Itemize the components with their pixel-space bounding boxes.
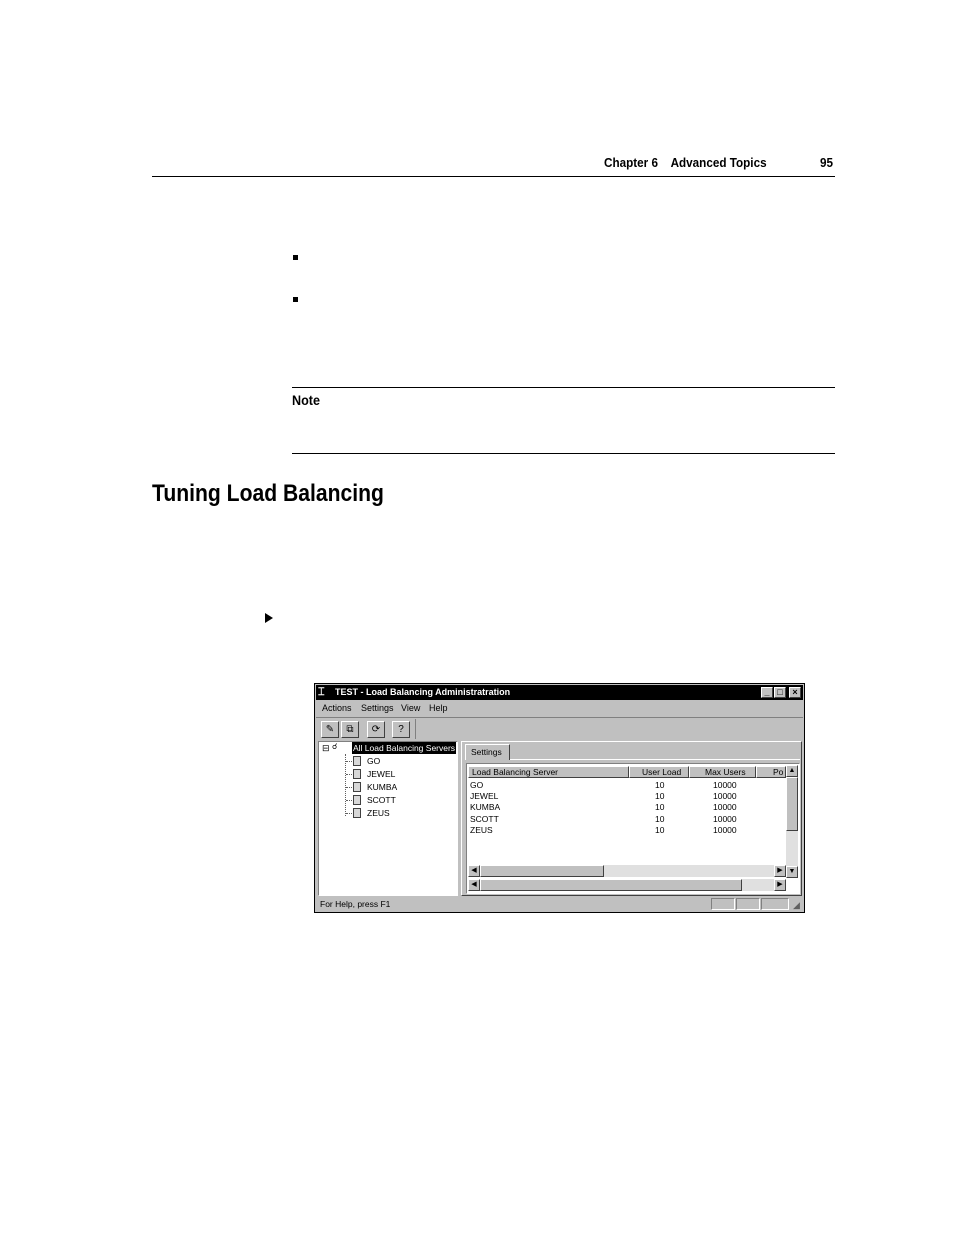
close-button[interactable]: × <box>789 687 801 698</box>
cell-server: SCOTT <box>470 814 499 824</box>
scroll-left-icon[interactable]: ◀ <box>468 879 480 891</box>
status-panel <box>711 898 735 910</box>
cell-max-users: 10000 <box>713 802 737 812</box>
tree-item-jewel[interactable]: JEWEL <box>367 769 396 779</box>
app-icon: ⌶ <box>318 686 325 698</box>
server-icon <box>353 795 361 805</box>
server-icon <box>353 782 361 792</box>
column-header-port[interactable]: Po <box>756 766 786 778</box>
server-tree <box>318 741 458 896</box>
menu-help[interactable]: Help <box>429 703 448 713</box>
toolbar <box>316 717 803 740</box>
server-group-icon: ☌ <box>332 742 338 751</box>
menu-actions[interactable]: Actions <box>322 703 352 713</box>
cell-server: GO <box>470 780 484 790</box>
server-icon <box>353 769 361 779</box>
cell-max-users: 10000 <box>713 825 737 835</box>
cell-max-users: 10000 <box>713 791 737 801</box>
window-title: TEST - Load Balancing Administratration <box>335 687 511 697</box>
cell-user-load: 10 <box>655 791 665 801</box>
cell-server: KUMBA <box>470 802 501 812</box>
chapter-label: Chapter 6 <box>604 155 658 170</box>
help-icon[interactable]: ? <box>392 721 410 738</box>
note-top-rule <box>292 387 835 388</box>
note-bottom-rule <box>292 453 835 454</box>
outer-horizontal-scrollbar[interactable] <box>468 879 786 891</box>
table-row[interactable] <box>470 814 780 825</box>
tab-line <box>510 759 800 760</box>
tab-settings[interactable]: Settings <box>465 744 510 760</box>
cell-max-users: 10000 <box>713 814 737 824</box>
section-heading: Tuning Load Balancing <box>152 480 384 507</box>
cell-max-users: 10000 <box>713 780 737 790</box>
cell-server: ZEUS <box>470 825 493 835</box>
scroll-left-icon[interactable]: ◀ <box>468 865 480 877</box>
maximize-button[interactable]: □ <box>774 687 786 698</box>
table-row[interactable] <box>470 791 780 802</box>
tree-root-all-servers[interactable]: All Load Balancing Servers <box>353 743 456 753</box>
tree-item-kumba[interactable]: KUMBA <box>367 782 398 792</box>
scroll-thumb[interactable] <box>480 879 742 891</box>
cell-server: JEWEL <box>470 791 499 801</box>
procedure-arrow-icon <box>265 613 273 623</box>
status-panel <box>736 898 760 910</box>
scroll-thumb[interactable] <box>480 865 604 877</box>
section-title: Advanced Topics <box>670 155 767 170</box>
title-bar[interactable] <box>316 685 803 700</box>
tree-connector <box>345 754 346 816</box>
cell-user-load: 10 <box>655 825 665 835</box>
cell-user-load: 10 <box>655 780 665 790</box>
menu-view[interactable]: View <box>401 703 421 713</box>
cell-user-load: 10 <box>655 814 665 824</box>
table-row[interactable] <box>470 802 780 813</box>
tree-item-scott[interactable]: SCOTT <box>367 795 396 805</box>
menu-settings[interactable]: Settings <box>361 703 394 713</box>
header-rule <box>152 176 835 177</box>
column-header-max-users[interactable]: Max Users <box>689 766 756 778</box>
scroll-thumb[interactable] <box>786 777 798 831</box>
server-icon <box>353 756 361 766</box>
scroll-up-icon[interactable]: ▲ <box>786 765 798 777</box>
server-icon <box>353 808 361 818</box>
note-label: Note <box>292 392 321 408</box>
copy-icon[interactable]: ⧉ <box>341 721 359 738</box>
menu-bar <box>316 701 803 716</box>
toolbar-separator <box>415 719 416 739</box>
page-number: 95 <box>820 155 834 170</box>
details-pane <box>461 741 802 896</box>
running-header <box>604 155 767 170</box>
collapse-icon[interactable]: ⊟ <box>322 743 330 753</box>
horizontal-scrollbar[interactable] <box>468 865 786 877</box>
cell-user-load: 10 <box>655 802 665 812</box>
status-text: For Help, press F1 <box>320 899 391 909</box>
table-row[interactable] <box>470 825 780 836</box>
table-row[interactable] <box>470 780 780 791</box>
status-bar <box>316 897 803 912</box>
vertical-scrollbar[interactable] <box>786 765 798 878</box>
server-list <box>466 763 800 894</box>
load-balancing-window <box>314 683 805 913</box>
scroll-right-icon[interactable]: ▶ <box>774 865 786 877</box>
refresh-icon[interactable]: ⟳ <box>367 721 385 738</box>
scroll-right-icon[interactable]: ▶ <box>774 879 786 891</box>
scroll-down-icon[interactable]: ▼ <box>786 866 798 878</box>
status-panel <box>761 898 789 910</box>
minimize-button[interactable]: _ <box>761 687 773 698</box>
bullet-marker <box>293 297 298 302</box>
tree-item-go[interactable]: GO <box>367 756 381 766</box>
pencil-icon[interactable]: ✎ <box>321 721 339 738</box>
column-header-user-load[interactable]: User Load <box>629 766 689 778</box>
bullet-marker <box>293 255 298 260</box>
resize-grip-icon[interactable]: ◢ <box>793 900 800 910</box>
column-header-server[interactable]: Load Balancing Server <box>468 766 629 778</box>
tree-item-zeus[interactable]: ZEUS <box>367 808 390 818</box>
